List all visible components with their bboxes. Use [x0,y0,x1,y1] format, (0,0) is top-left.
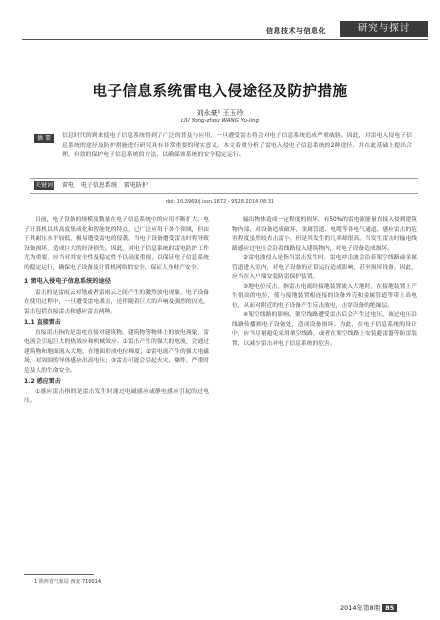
paragraph: 输出物体造成一定程度的损坏，有50%的雷电流能量直接入侵到建筑物内部，对设备造成破坏，金属管道、电缆等各电气通道。感应雷击的危害程度虽然较直击雷小，但是其发生的几率却很高。当发生雷击时输电线路感应过电压会沿着线路侵入建筑物内，对电子设备造成损坏。 [232,217,417,252]
doi-line: doi: 10.3969/j.issn.1672 - 9528.2014.08.31 [165,199,275,205]
paragraph: 目前，电子设备的规模及数量在电子信息系统中的应用不断扩大。电子计算机以其高度集成化和智能化的特点，已广泛应用于各个领域，但由于其耐压水平较低，极易遭受雷电的侵袭。当电子设备遭受雷击时将导致设备损坏，造成巨大的经济损失。因此，对电子信息系统的雷电防护工作尤为重要，应当对其安全性及稳定性予以高度重视，以保证电子信息系统的稳定运行，确保电子设备及计算机网络的安全，保证人身财产安全。 [24,217,209,271]
left-column [24,216,209,407]
page-folio [340,603,397,612]
paragraph: 雷击的是雷雨云对地或者雷雨云之间产生的激烈放电现象，电子设备在使用过程中，一旦遭受雷电袭击，还伴随着巨大的声响及强烈的闪光。雷击包括直接雷击和感应雷击两种。 [24,289,209,315]
article-title: 电子信息系统雷电入侵途径及防护措施 [92,84,348,100]
footnote-rule [24,574,94,575]
subsection-heading: 1.2 感应雷击 [24,378,61,385]
abstract-label: 摘 要 [34,134,54,143]
subsection-heading: 1.1 直接雷击 [24,319,61,326]
divider [30,193,418,194]
column-label-box: 研究与探讨 [340,21,428,37]
author-footnote: 1 陕西省气象局 西安 710014 [34,579,102,585]
paragraph: ③地电位反击，指雷击电流经接地装置流入大地时，在接地装置上产生很高的电位，使与接地装置相连接的设备外壳和金属管道等带上高电位，从而对附近的电子设备产生反击放电，击穿设备的绝缘层。 [232,283,417,309]
page-number: 85 [382,604,397,612]
paragraph: ①感应雷击指的是雷击发生时通过电磁感应或静电感应引起的过电压。 [24,388,209,404]
journal-section-name: 信息技术与信息化 [266,27,326,35]
header-rule [22,39,428,40]
divider [30,178,418,179]
authors-en: LIU Yong-zhou WANG Yu-ling [181,118,259,124]
authors-cn: 刘永豪¹ 王玉玲 [196,109,244,117]
keywords-label: 关键词 [34,182,53,189]
paragraph: ②雷电波侵入是指当雷击发生时，雷电冲击波会沿着架空线路或金属管道进入室内，对电子设备的正常运行造成影响，甚至损坏设备。因此，应当在入户端安装防雷保护装置。 [232,255,417,280]
keywords-text: 雷电 电子信息系统 雷电防护 [62,182,148,189]
abstract-text: 信息时代的到来使电子信息系统得到了广泛的普及与应用，一旦遭受雷击将会对电子信息系统造成严重威胁。因此，对雷电入侵电子信息系统的途径及防护措施进行研究具有非常重要的现实意义。本文着重分析了雷电入侵电子信息系统的2种途径，并在此基础上提出合理、有效的保护电子信息系统的方法，以确保该系统的安全稳定运行。 [62,133,412,158]
paragraph: ④架空线路的影响。架空线路遭受雷击后会产生过电压，该过电压沿线路传播到电子设备处，造成设备损坏。为此，在电子信息系统的设计中，应当尽量避免采用架空线路，或者在架空线路上安装避雷器等防雷装置，以减少雷击对电子信息系统的危害。 [232,312,417,347]
right-column [232,216,417,349]
issue-label: 2014年第8期 [340,604,381,612]
section-heading: 1 雷电入侵电子信息系统的途径 [24,278,111,285]
paragraph: 直接雷击指的是雷电直接对建筑物、建筑物等物体上的放电现象，雷电流会引起巨大的热效应和机械效应。①雷击产生的强大的电流，会通过建筑物和地面流入大地，在地面形成电位梯度；②雷电流产生的强大电磁场，对周围的导体感应出高电压；③雷击可能会引起火灾、爆炸，严重时危及人的生命安全。 [24,329,209,374]
